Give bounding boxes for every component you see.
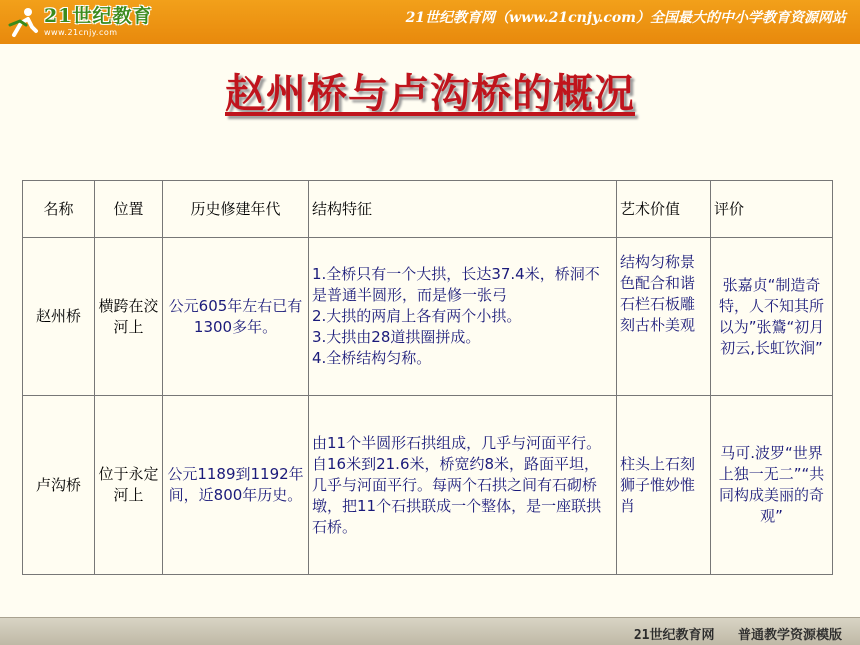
structure-point: 4.全桥结构匀称。 xyxy=(312,349,432,367)
bridge-name: 赵州桥 xyxy=(23,238,95,396)
logo-url: www.21cnjy.com xyxy=(44,28,118,37)
structure-point: 2.大拱的两肩上各有两个小拱。 xyxy=(312,307,522,325)
header-evaluation: 评价 xyxy=(711,181,833,238)
site-logo[interactable] xyxy=(6,3,186,41)
header-band xyxy=(0,0,860,44)
bridge-name: 卢沟桥 xyxy=(23,396,95,575)
header-slogan: 21世纪教育网（www.21cnjy.com）全国最大的中小学教育资源网站 xyxy=(405,10,846,26)
bridge-evaluation: 马可.波罗“世界上独一无二”“共同构成美丽的奇观” xyxy=(711,396,833,575)
bridge-era: 公元1189到1192年间，近800年历史。 xyxy=(163,396,309,575)
structure-point: 1.全桥只有一个大拱，长达37.4米，桥洞不是普通半圆形，而是修一张弓 xyxy=(312,265,600,304)
page-title: 赵州桥与卢沟桥的概况 xyxy=(225,70,635,117)
bridge-evaluation: 张嘉贞“制造奇特，人不知其所以为”张鷟“初月初云,长虹饮涧” xyxy=(711,238,833,396)
bridge-structure xyxy=(309,396,617,575)
bridge-era: 公元605年左右已有1300多年。 xyxy=(163,238,309,396)
table-header-row xyxy=(23,181,833,238)
header-structure: 结构特征 xyxy=(309,181,617,238)
bridge-overview-table xyxy=(22,180,833,575)
footer-text: 21世纪教育网 普通教学资源模版 xyxy=(633,628,842,643)
bridge-art-value: 结构匀称景色配合和谐石栏石板雕刻古朴美观 xyxy=(617,238,711,396)
bridge-location: 横跨在洨河上 xyxy=(95,238,163,396)
structure-point: 由11个半圆形石拱组成，几乎与河面平行。自16米到21.6米，桥宽约8米，路面平坦，几乎与河面平行。每两个石拱之间有石砌桥墩，把11个石拱联成一个整体，是一座联拱石桥。 xyxy=(312,433,602,536)
header-era: 历史修建年代 xyxy=(163,181,309,238)
header-art-value: 艺术价值 xyxy=(617,181,711,238)
logo-text: 21世纪教育 xyxy=(44,5,153,27)
structure-point: 3.大拱由28道拱圈拼成。 xyxy=(312,328,481,346)
header-location: 位置 xyxy=(95,181,163,238)
header-name: 名称 xyxy=(23,181,95,238)
footer-band xyxy=(0,617,860,645)
table-row xyxy=(23,238,833,396)
bridge-art-value: 柱头上石刻狮子惟妙惟肖 xyxy=(617,396,711,575)
bridge-location: 位于永定河上 xyxy=(95,396,163,575)
bridge-structure xyxy=(309,238,617,396)
table-row xyxy=(23,396,833,575)
running-figure-icon xyxy=(6,5,40,39)
